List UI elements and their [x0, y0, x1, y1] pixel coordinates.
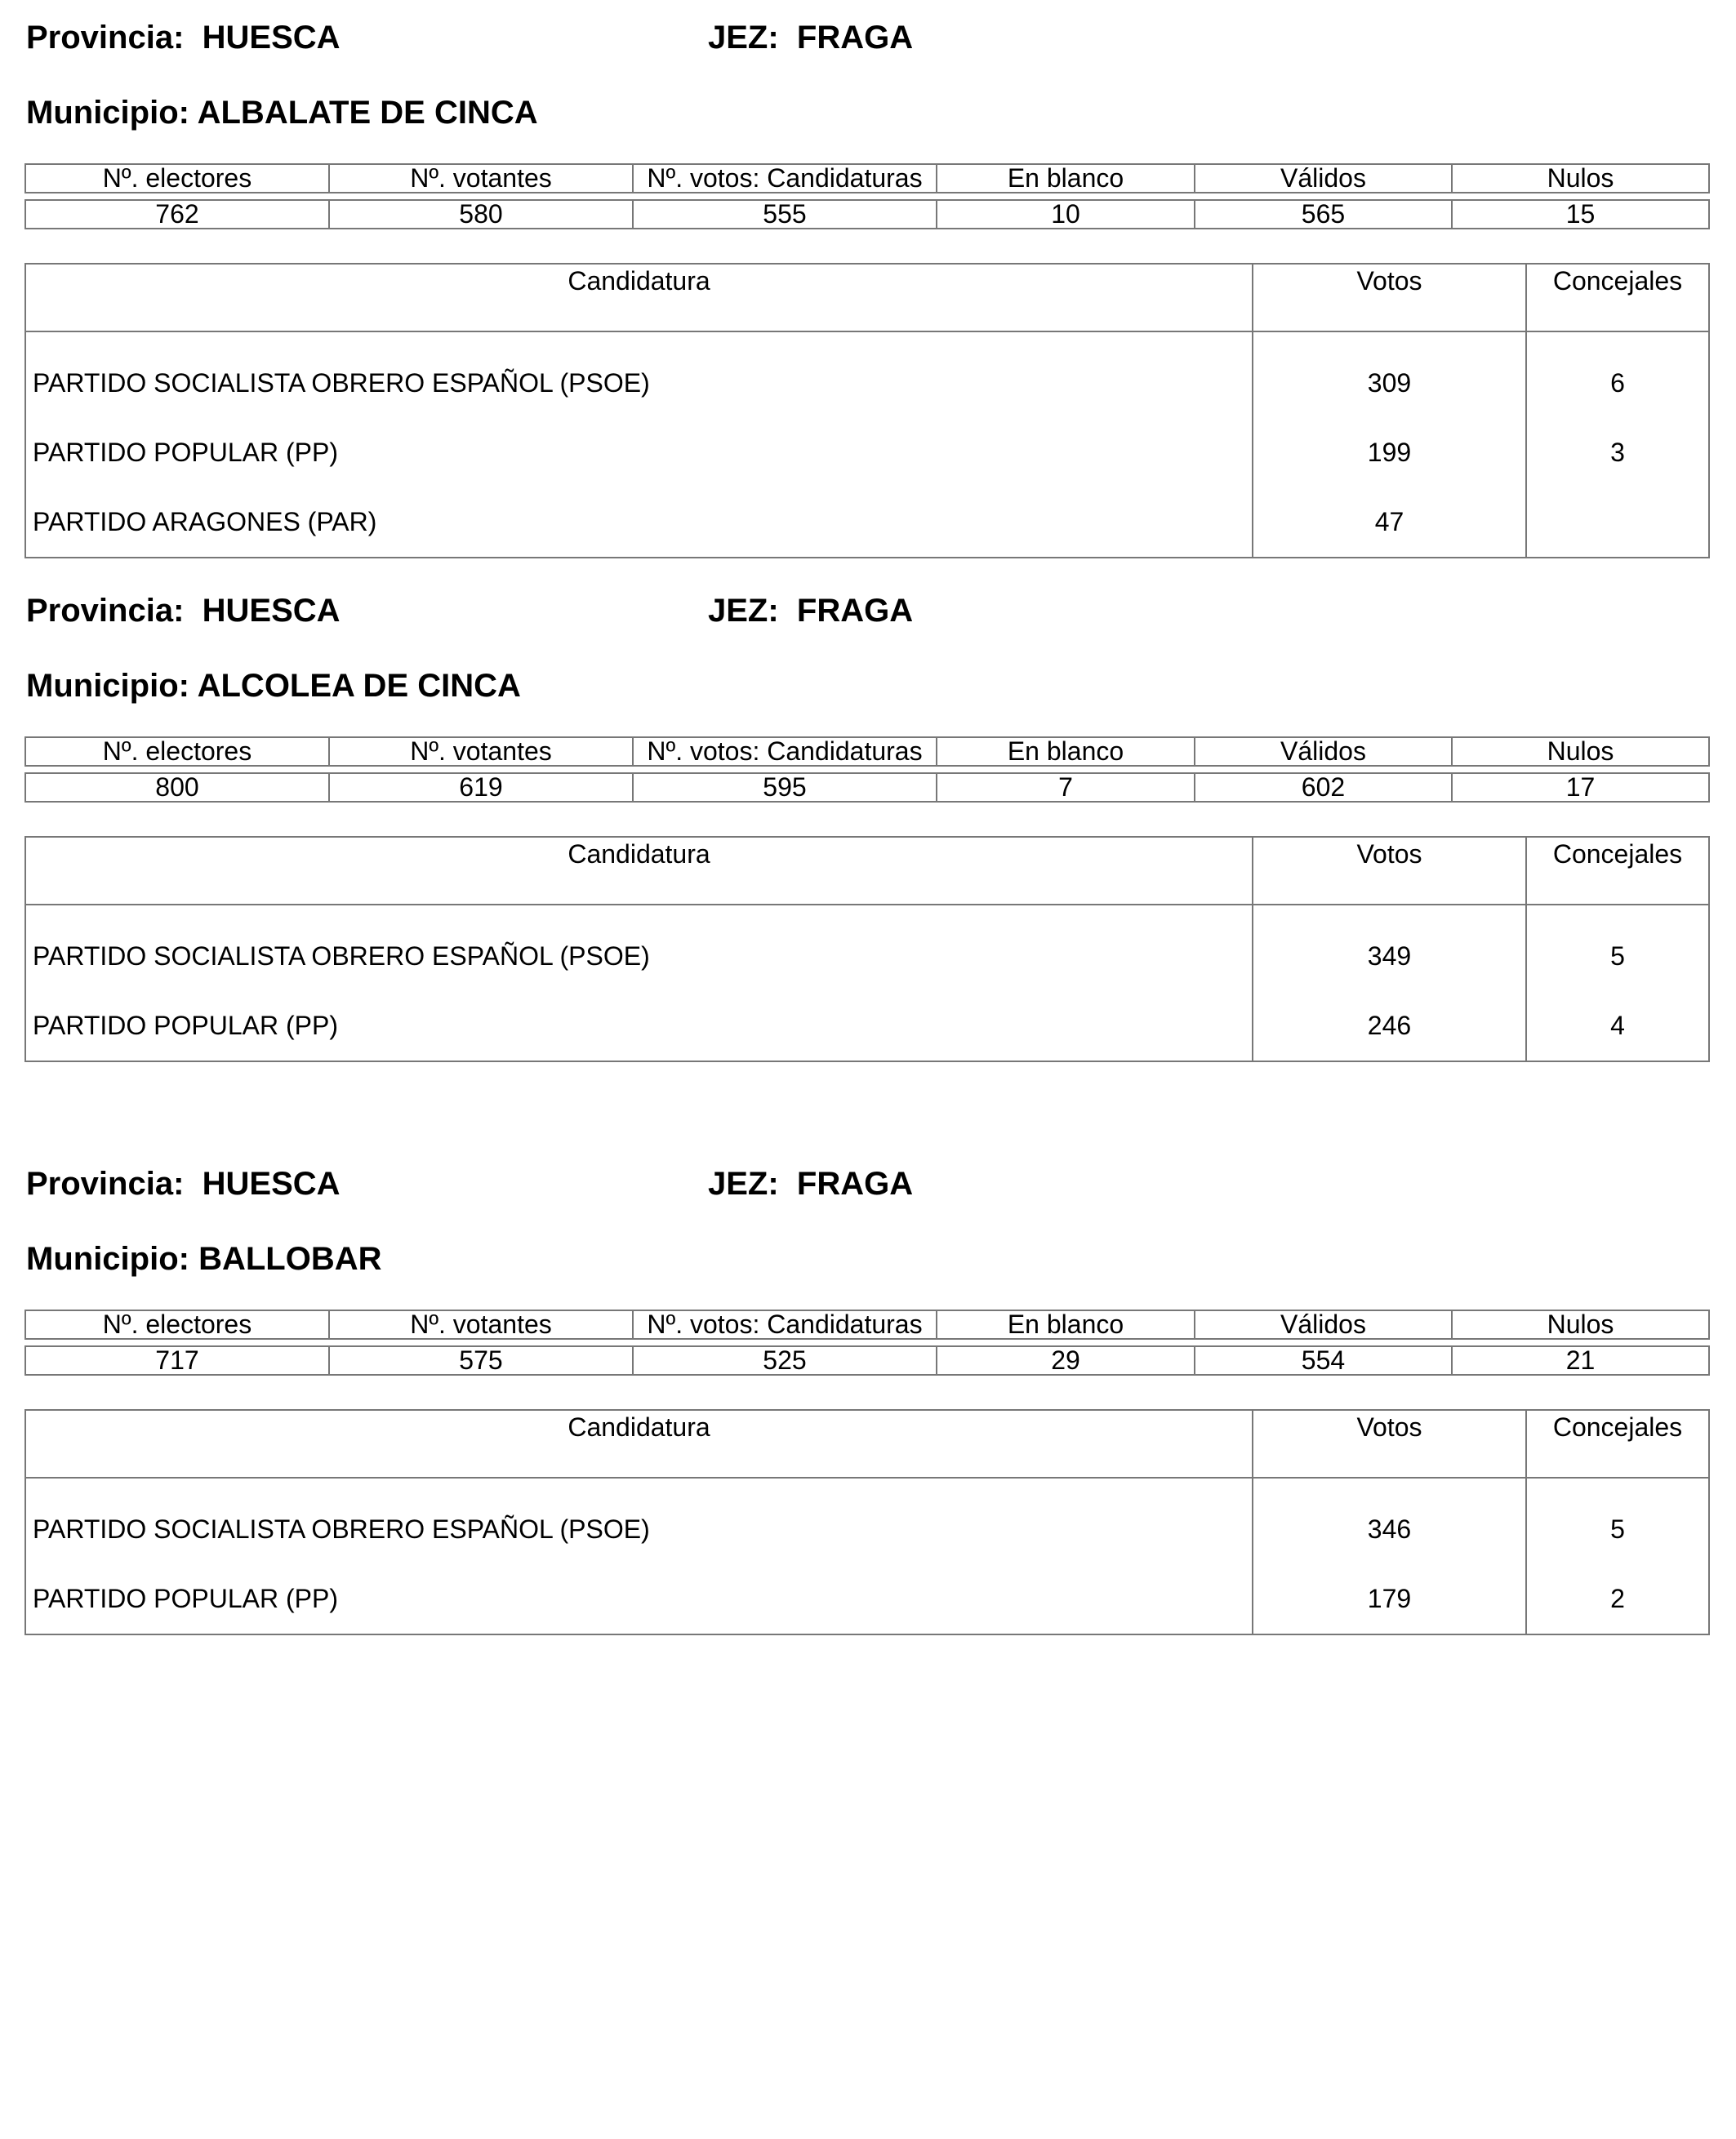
- stats-header-cell: Nº. votos: Candidaturas: [633, 164, 937, 193]
- cand-row: [25, 905, 1709, 991]
- stats-header-cell: Nº. votantes: [329, 164, 633, 193]
- cand-header-row: [25, 264, 1709, 331]
- cand-concejales: 3: [1526, 418, 1709, 487]
- stats-header-cell: Válidos: [1195, 1310, 1452, 1339]
- stats-table: [24, 1310, 1710, 1376]
- provincia-label: Provincia:: [26, 1166, 185, 1202]
- stats-header-cell: Válidos: [1195, 737, 1452, 766]
- stats-value-cell: 554: [1195, 1346, 1452, 1375]
- jez-label: JEZ:: [708, 20, 779, 56]
- stats-header-cell: Nº. votos: Candidaturas: [633, 737, 937, 766]
- stats-header-row: [25, 737, 1709, 766]
- stats-header-cell: Nº. electores: [25, 164, 329, 193]
- cand-name: PARTIDO SOCIALISTA OBRERO ESPAÑOL (PSOE): [33, 1514, 650, 1544]
- cand-row: [25, 418, 1709, 487]
- stats-value-row: [25, 1346, 1709, 1375]
- cand-votos: 179: [1253, 1564, 1526, 1634]
- stats-table: [24, 163, 1710, 229]
- stats-value-cell: 575: [329, 1346, 633, 1375]
- stats-header-cell: Nulos: [1452, 1310, 1709, 1339]
- cand-name: PARTIDO POPULAR (PP): [33, 1584, 338, 1613]
- cand-votos: 47: [1253, 487, 1526, 558]
- candidaturas-table: [24, 1409, 1710, 1635]
- cand-name: PARTIDO SOCIALISTA OBRERO ESPAÑOL (PSOE): [33, 941, 650, 971]
- stats-value-cell: 525: [633, 1346, 937, 1375]
- provincia-value: HUESCA: [202, 1166, 341, 1202]
- stats-value-cell: 619: [329, 773, 633, 802]
- municipio-line: [26, 1239, 382, 1279]
- stats-header-cell: En blanco: [937, 164, 1195, 193]
- cand-header-cell: Candidatura: [25, 837, 1253, 905]
- cand-header-cell: Candidatura: [25, 1410, 1253, 1478]
- provincia-line: [26, 591, 914, 630]
- cand-header-cell: Concejales: [1526, 1410, 1709, 1478]
- municipio-label: Municipio:: [26, 95, 189, 131]
- jez-value: FRAGA: [796, 593, 914, 629]
- stats-header-row: [25, 1310, 1709, 1339]
- cand-name: PARTIDO POPULAR (PP): [33, 438, 338, 467]
- cand-concejales: 2: [1526, 1564, 1709, 1634]
- stats-header-cell: Nulos: [1452, 164, 1709, 193]
- stats-header-cell: Nº. electores: [25, 1310, 329, 1339]
- provincia-value: HUESCA: [202, 593, 341, 629]
- stats-header-cell: Nº. votos: Candidaturas: [633, 1310, 937, 1339]
- cand-concejales: 4: [1526, 991, 1709, 1061]
- jez-line: [708, 591, 913, 630]
- stats-value-cell: 29: [937, 1346, 1195, 1375]
- municipio-label: Municipio:: [26, 1241, 189, 1277]
- cand-header-row: [25, 837, 1709, 905]
- municipio-value: ALCOLEA DE CINCA: [197, 668, 521, 704]
- cand-name: PARTIDO ARAGONES (PAR): [33, 507, 377, 536]
- candidaturas-table: [24, 836, 1710, 1062]
- stats-header-row: [25, 164, 1709, 193]
- candidaturas-table: [24, 263, 1710, 558]
- jez-label: JEZ:: [708, 593, 779, 629]
- cand-concejales: 6: [1526, 331, 1709, 418]
- cand-header-cell: Concejales: [1526, 264, 1709, 331]
- jez-value: FRAGA: [796, 1166, 914, 1202]
- cand-header-cell: Votos: [1253, 1410, 1526, 1478]
- cand-votos: 199: [1253, 418, 1526, 487]
- provincia-line: [26, 18, 914, 57]
- cand-votos: 246: [1253, 991, 1526, 1061]
- municipio-line: [26, 666, 521, 705]
- cand-name: PARTIDO SOCIALISTA OBRERO ESPAÑOL (PSOE): [33, 368, 650, 398]
- jez-label: JEZ:: [708, 1166, 779, 1202]
- cand-votos: 349: [1253, 905, 1526, 991]
- jez-line: [708, 18, 913, 57]
- municipio-label: Municipio:: [26, 668, 189, 704]
- provincia-value: HUESCA: [202, 20, 341, 56]
- stats-value-cell: 580: [329, 200, 633, 229]
- municipio-line: [26, 93, 538, 132]
- cand-row: [25, 331, 1709, 418]
- cand-concejales: [1526, 487, 1709, 558]
- stats-header-cell: Nulos: [1452, 737, 1709, 766]
- stats-value-cell: 595: [633, 773, 937, 802]
- cand-name: PARTIDO POPULAR (PP): [33, 1011, 338, 1040]
- cand-concejales: 5: [1526, 1478, 1709, 1564]
- stats-value-cell: 565: [1195, 200, 1452, 229]
- stats-header-cell: En blanco: [937, 737, 1195, 766]
- cand-votos: 346: [1253, 1478, 1526, 1564]
- jez-line: [708, 1164, 913, 1203]
- cand-row: [25, 487, 1709, 558]
- cand-row: [25, 991, 1709, 1061]
- stats-value-cell: 15: [1452, 200, 1709, 229]
- stats-value-cell: 717: [25, 1346, 329, 1375]
- jez-value: FRAGA: [796, 20, 914, 56]
- stats-header-cell: En blanco: [937, 1310, 1195, 1339]
- cand-header-cell: Concejales: [1526, 837, 1709, 905]
- stats-value-row: [25, 773, 1709, 802]
- cand-row: [25, 1478, 1709, 1564]
- municipio-value: BALLOBAR: [198, 1241, 382, 1277]
- stats-value-cell: 800: [25, 773, 329, 802]
- stats-value-row: [25, 200, 1709, 229]
- stats-value-cell: 17: [1452, 773, 1709, 802]
- cand-concejales: 5: [1526, 905, 1709, 991]
- cand-header-cell: Votos: [1253, 264, 1526, 331]
- cand-votos: 309: [1253, 331, 1526, 418]
- cand-header-cell: Votos: [1253, 837, 1526, 905]
- stats-value-cell: 10: [937, 200, 1195, 229]
- stats-table: [24, 736, 1710, 803]
- stats-value-cell: 7: [937, 773, 1195, 802]
- stats-header-cell: Válidos: [1195, 164, 1452, 193]
- stats-value-cell: 555: [633, 200, 937, 229]
- cand-row: [25, 1564, 1709, 1634]
- cand-header-row: [25, 1410, 1709, 1478]
- stats-value-cell: 21: [1452, 1346, 1709, 1375]
- provincia-line: [26, 1164, 914, 1203]
- stats-value-cell: 602: [1195, 773, 1452, 802]
- stats-header-cell: Nº. votantes: [329, 737, 633, 766]
- municipio-value: ALBALATE DE CINCA: [197, 95, 538, 131]
- stats-header-cell: Nº. votantes: [329, 1310, 633, 1339]
- cand-header-cell: Candidatura: [25, 264, 1253, 331]
- stats-header-cell: Nº. electores: [25, 737, 329, 766]
- provincia-label: Provincia:: [26, 20, 185, 56]
- stats-value-cell: 762: [25, 200, 329, 229]
- provincia-label: Provincia:: [26, 593, 185, 629]
